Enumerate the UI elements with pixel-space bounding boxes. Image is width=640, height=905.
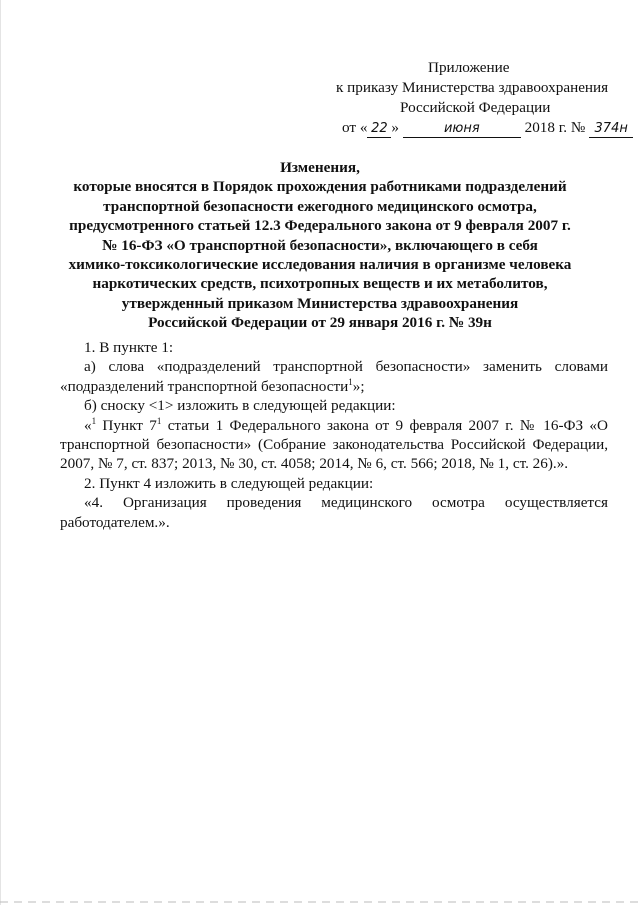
title-line: химико-токсикологические исследования наличия в организме человека bbox=[68, 256, 572, 274]
subpoint-a-end: »; bbox=[352, 377, 365, 395]
subpoint-a-text: а) слова «подразделений транспортной безопасности» заменить словами «подразделений транспортной безопасности bbox=[60, 358, 608, 395]
title-line: Изменения, bbox=[280, 159, 360, 176]
title-line: которые вносятся в Порядок прохождения работниками подразделений bbox=[73, 178, 567, 196]
footnote-rest-text: статьи 1 Федерального закона от 9 февраля 2007 г. № 16-ФЗ «О транспортной безопасности» (Собрание законодательства Российской Федерации, 2007, № 7, ст. 837; 2013, № 30, ст. 4058; 2014, № 6, ст. 566; 2018, № 1, ст. 26).». bbox=[60, 416, 608, 473]
year-text: 2018 г. № bbox=[524, 119, 586, 136]
handwritten-order-number: 374н bbox=[589, 121, 633, 138]
paragraph-footnote-text bbox=[60, 416, 608, 474]
footnote-mark: 1 bbox=[91, 415, 97, 426]
appendix-label: Приложение bbox=[428, 59, 510, 76]
footnote-mark: 1 bbox=[348, 376, 353, 387]
date-prefix: от « bbox=[342, 119, 368, 136]
document-title bbox=[40, 158, 600, 333]
footnote-point-text: Пункт 7 bbox=[96, 416, 157, 434]
paragraph-subpoint-b: б) сноску <1> изложить в следующей редакции: bbox=[84, 397, 396, 415]
title-line: транспортной безопасности ежегодного медицинского осмотра, bbox=[103, 197, 537, 215]
title-line: наркотических средств, психотропных веществ и их метаболитов, bbox=[92, 275, 548, 293]
article-superscript: 1 bbox=[156, 415, 162, 426]
paragraph-point-1: 1. В пункте 1: bbox=[84, 339, 174, 356]
title-line: Российской Федерации от 29 января 2016 г. № 39н bbox=[148, 314, 492, 332]
title-line: № 16-ФЗ «О транспортной безопасности», включающего в себя bbox=[102, 236, 538, 254]
paragraph-point-4-text: «4. Организация проведения медицинского осмотра осуществляется работодателем.». bbox=[60, 494, 608, 531]
handwritten-month: июня bbox=[403, 121, 521, 138]
scan-bottom-edge bbox=[0, 901, 640, 903]
quote-open: « bbox=[84, 416, 92, 434]
appendix-date-line bbox=[342, 118, 633, 138]
title-line: утвержденный приказом Министерства здравоохранения bbox=[121, 294, 519, 312]
paragraph-subpoint-a bbox=[60, 357, 608, 396]
handwritten-day: 22 bbox=[367, 121, 391, 138]
appendix-order-line: к приказу Министерства здравоохранения bbox=[336, 79, 609, 96]
appendix-federation-line: Российской Федерации bbox=[400, 99, 551, 116]
date-close: » bbox=[391, 119, 400, 136]
paragraph-point-2: 2. Пункт 4 изложить в следующей редакции: bbox=[84, 474, 374, 492]
document-body bbox=[60, 338, 608, 532]
title-line: предусмотренного статьей 12.3 Федерального закона от 9 февраля 2007 г. bbox=[69, 217, 571, 235]
